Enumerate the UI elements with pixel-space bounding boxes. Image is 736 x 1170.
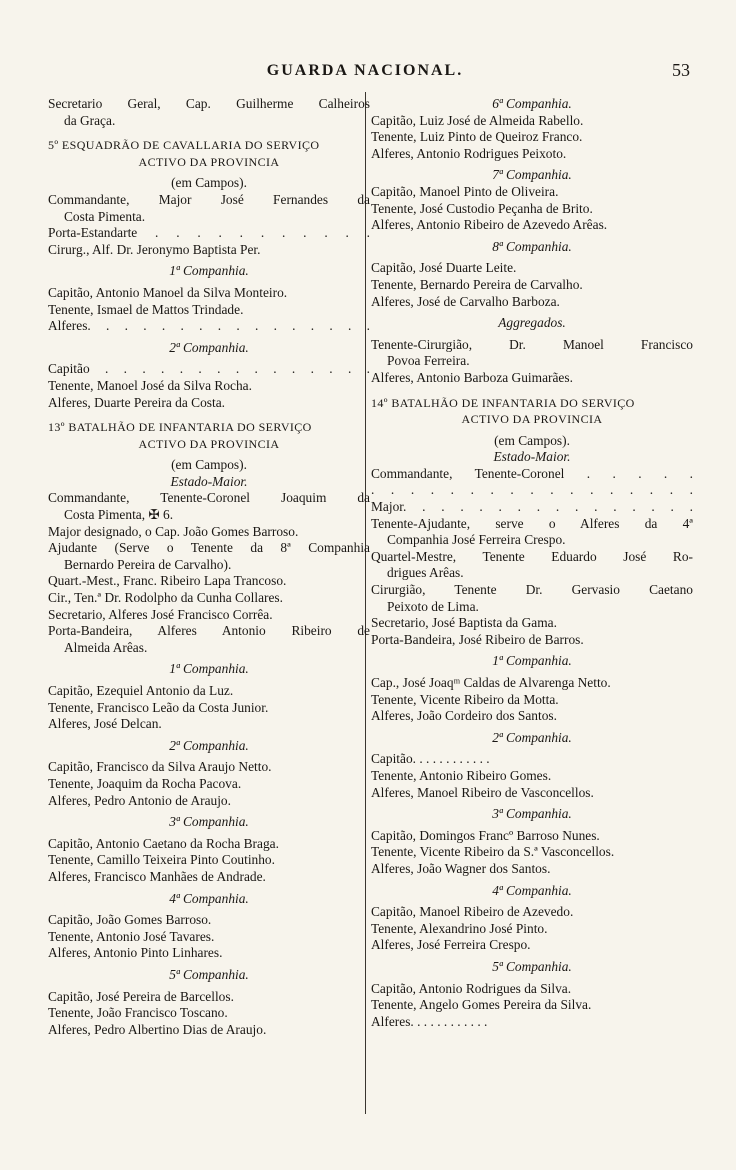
text-line: Alferes, Duarte Pereira da Costa. xyxy=(48,394,225,410)
company-heading: 6ª Companhia. xyxy=(492,96,572,111)
text-line: Alferes, Pedro Antonio de Araujo. xyxy=(48,792,231,808)
text-line: Commandante, Tenente-Coronel Joaquim da xyxy=(48,490,370,506)
text-line: Capitão, José Pereira de Barcellos. xyxy=(48,988,234,1004)
section-heading: 14º BATALHÃO DE INFANTARIA DO SERVIÇO xyxy=(371,395,635,410)
text-line: Tenente, José Custodio Peçanha de Brito. xyxy=(371,200,593,216)
text-line: Capitão, João Gomes Barroso. xyxy=(48,912,212,928)
page-number: 53 xyxy=(672,60,690,80)
section-heading: 5º ESQUADRÃO DE CAVALLARIA DO SERVIÇO xyxy=(48,138,320,153)
text-line: . . . . . . . . . . . . . . . . . xyxy=(371,482,693,498)
company-heading: 1ª Companhia. xyxy=(492,653,572,669)
left-column xyxy=(48,96,370,1038)
text-line: Tenente, Joaquim da Rocha Pacova. xyxy=(48,775,242,791)
text-line: Secretario Geral, Cap. Guilherme Calheiros xyxy=(48,96,370,111)
text-line: Alferes, João Cordeiro dos Santos. xyxy=(371,708,557,724)
text-line: Porta-Bandeira, José Ribeiro de Barros. xyxy=(371,631,584,647)
text-line: Capitão, Francisco da Silva Araujo Netto. xyxy=(48,759,272,775)
text-line: Tenente, Alexandrino José Pinto. xyxy=(371,920,548,936)
text-line: Capitão, Domingos Francº Barroso Nunes. xyxy=(371,827,600,843)
text-line: Alferes, Manoel Ribeiro de Vasconcellos. xyxy=(371,784,594,800)
text-line: Commandante, Major José Fernandes da xyxy=(48,191,370,207)
text-line: Alferes, José Delcan. xyxy=(48,716,162,732)
company-heading: 7ª Companhia. xyxy=(492,167,572,183)
text-line: drigues Arêas. xyxy=(387,565,464,581)
text-line: Povoa Ferreira. xyxy=(387,353,470,369)
text-line: Alferes, Francisco Manhães de Andrade. xyxy=(48,868,266,884)
text-line: Alferes. . . . . . . . . . . . . . . . xyxy=(48,318,370,334)
text-line: Ajudante (Serve o Tenente da 8ª Companhia xyxy=(48,540,370,556)
text-line: Secretario, Alferes José Francisco Corrêa. xyxy=(48,606,273,622)
company-heading: 1ª Companhia. xyxy=(169,661,249,677)
text-line: Capitão, Antonio Rodrigues da Silva. xyxy=(371,980,572,996)
text-line: Capitão, Luiz José de Almeida Rabello. xyxy=(371,112,584,128)
text-line: Secretario, José Baptista da Gama. xyxy=(371,615,557,631)
text-line: Costa Pimenta, ✠ 6. xyxy=(64,507,174,523)
text-line: Capitão. . . . . . . . . . . . xyxy=(371,751,490,767)
text-line: Peixoto de Lima. xyxy=(387,598,479,614)
company-heading: 3ª Companhia. xyxy=(169,814,249,830)
text-line: Alferes, João Wagner dos Santos. xyxy=(371,860,551,876)
text-line: Tenente, Luiz Pinto de Queiroz Franco. xyxy=(371,129,583,145)
text-line: Quartel-Mestre, Tenente Eduardo José Ro- xyxy=(371,548,693,564)
text-line: Capitão . . . . . . . . . . . . . . . xyxy=(48,361,370,377)
text-line: Tenente, Manoel José da Silva Rocha. xyxy=(48,377,252,393)
text-line: Cirurgião, Tenente Dr. Gervasio Caetano xyxy=(371,582,693,598)
text-line: Porta-Estandarte . . . . . . . . . . . xyxy=(48,225,370,241)
text-line: Capitão, José Duarte Leite. xyxy=(371,260,517,276)
section-heading: 13º BATALHÃO DE INFANTARIA DO SERVIÇO xyxy=(48,420,312,435)
company-heading: 4ª Companhia. xyxy=(169,890,249,906)
text-line: Tenente, Bernardo Pereira de Carvalho. xyxy=(371,276,583,292)
text-line: Alferes, Antonio Rodrigues Peixoto. xyxy=(371,145,567,161)
company-heading: 3ª Companhia. xyxy=(492,806,572,822)
text-line: Capitão, Manoel Ribeiro de Azevedo. xyxy=(371,904,574,920)
page-header xyxy=(40,62,690,86)
text-line: Costa Pimenta. xyxy=(64,208,146,224)
text-line: Alferes, José de Carvalho Barboza. xyxy=(371,293,560,309)
text-line: Tenente, Camillo Teixeira Pinto Coutinho. xyxy=(48,852,275,868)
text-line: Capitão, Antonio Caetano da Rocha Braga. xyxy=(48,835,279,851)
company-heading: 4ª Companhia. xyxy=(492,882,572,898)
text-line: Tenente-Ajudante, serve o Alferes da 4ª xyxy=(371,515,693,531)
company-heading: 5ª Companhia. xyxy=(169,966,249,982)
text-line: Capitão, Manoel Pinto de Oliveira. xyxy=(371,183,559,199)
text-line: Tenente, Ismael de Mattos Trindade. xyxy=(48,301,244,317)
text-line: Tenente, Francisco Leão da Costa Junior. xyxy=(48,699,269,715)
text-line: Capitão, Ezequiel Antonio da Luz. xyxy=(48,683,234,698)
section-subheading: ACTIVO DA PROVINCIA xyxy=(461,412,603,427)
text-line: Alferes, José Ferreira Crespo. xyxy=(371,937,531,953)
text-line: Commandante, Tenente-Coronel . . . . . xyxy=(371,465,693,481)
text-line: Alferes, Antonio Barboza Guimarães. xyxy=(371,369,573,385)
text-line: Tenente-Cirurgião, Dr. Manoel Francisco xyxy=(371,336,693,352)
text-line: Alferes. . . . . . . . . . . . xyxy=(371,1013,488,1029)
text-line: Almeida Arêas. xyxy=(64,639,148,655)
text-line: Major. . . . . . . . . . . . . . . . xyxy=(371,499,693,515)
right-column xyxy=(371,96,693,1030)
text-line: Tenente, Antonio José Tavares. xyxy=(48,928,215,944)
staff-heading: Estado-Maior. xyxy=(493,449,571,465)
text-line: Bernardo Pereira de Carvalho). xyxy=(64,556,232,572)
section-subheading: ACTIVO DA PROVINCIA xyxy=(138,436,280,451)
section-subheading: ACTIVO DA PROVINCIA xyxy=(138,154,280,169)
staff-heading: Estado-Maior. xyxy=(170,473,248,489)
location-note: (em Campos). xyxy=(494,432,570,448)
text-line: Cirurg., Alf. Dr. Jeronymo Baptista Per. xyxy=(48,241,261,257)
company-heading: 8ª Companhia. xyxy=(492,238,572,254)
aggregates-heading: Aggregados. xyxy=(498,315,566,331)
text-line: Cir., Ten.ª Dr. Rodolpho da Cunha Collares. xyxy=(48,590,283,606)
location-note: (em Campos). xyxy=(171,457,247,473)
company-heading: 1ª Companhia. xyxy=(169,263,249,279)
text-line: Cap., José Joaqᵐ Caldas de Alvarenga Netto. xyxy=(371,675,611,690)
text-line: Tenente, Angelo Gomes Pereira da Silva. xyxy=(371,997,592,1013)
company-heading: 2ª Companhia. xyxy=(169,339,249,355)
company-heading: 5ª Companhia. xyxy=(492,958,572,974)
text-line: da Graça. xyxy=(64,112,116,128)
text-line: Tenente, Antonio Ribeiro Gomes. xyxy=(371,767,552,783)
text-line: Capitão, Antonio Manoel da Silva Monteiro. xyxy=(48,284,288,300)
company-heading: 2ª Companhia. xyxy=(492,729,572,745)
text-line: Alferes, Pedro Albertino Dias de Araujo. xyxy=(48,1021,267,1037)
text-line: Companhia José Ferreira Crespo. xyxy=(387,532,566,548)
text-line: Tenente, Vicente Ribeiro da Motta. xyxy=(371,691,559,707)
company-heading: 2ª Companhia. xyxy=(169,737,249,753)
text-line: Alferes, Antonio Pinto Linhares. xyxy=(48,945,223,961)
running-title: GUARDA NACIONAL. xyxy=(266,62,464,79)
text-line: Porta-Bandeira, Alferes Antonio Ribeiro de xyxy=(48,623,370,639)
text-line: Tenente, João Francisco Toscano. xyxy=(48,1005,228,1021)
text-line: Major designado, o Cap. João Gomes Barroso. xyxy=(48,523,299,539)
text-line: Tenente, Vicente Ribeiro da S.ª Vasconcellos. xyxy=(371,844,615,860)
location-note: (em Campos). xyxy=(171,175,247,191)
text-line: Alferes, Antonio Ribeiro de Azevedo Arêas. xyxy=(371,217,608,233)
text-line: Quart.-Mest., Franc. Ribeiro Lapa Trancoso. xyxy=(48,573,287,589)
